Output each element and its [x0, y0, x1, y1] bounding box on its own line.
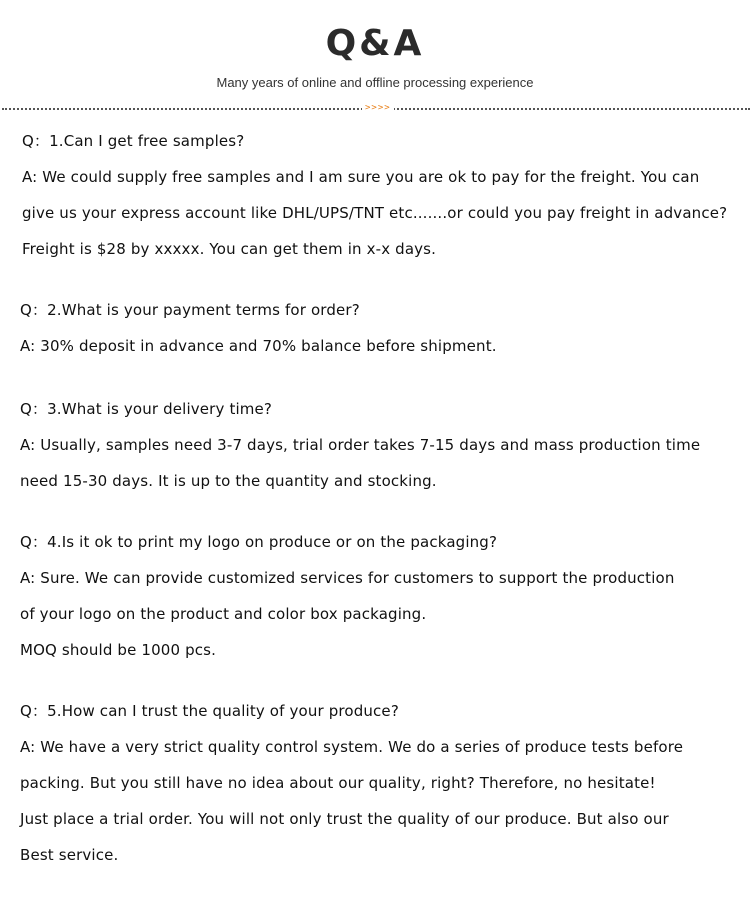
faq-answer-line: Freight is $28 by xxxxx. You can get them in x-x days.	[22, 240, 437, 258]
faq-item-2	[20, 292, 748, 364]
faq-answer-line: A: We could supply free samples and I am sure you are ok to pay for the freight. You can	[22, 168, 700, 186]
faq-question: Q：1.Can I get free samples?	[22, 132, 245, 150]
faq-question: Q：2.What is your payment terms for order?	[20, 301, 360, 319]
faq-answer-line: need 15-30 days. It is up to the quantity and stocking.	[20, 472, 437, 490]
faq-item-1	[22, 123, 750, 267]
section-divider	[2, 102, 750, 114]
divider-arrows: >>>>	[362, 102, 394, 114]
faq-answer-line: A: Usually, samples need 3-7 days, trial order takes 7-15 days and mass production time	[20, 436, 701, 454]
faq-answer-line: Just place a trial order. You will not only trust the quality of our produce. But also our	[20, 810, 669, 828]
faq-answer-line: of your logo on the product and color box packaging.	[20, 605, 427, 623]
faq-answer-line: A: We have a very strict quality control system. We do a series of produce tests before	[20, 738, 684, 756]
faq-item-5	[20, 693, 748, 873]
faq-question: Q：4.Is it ok to print my logo on produce or on the packaging?	[20, 533, 498, 551]
faq-answer-line: A: Sure. We can provide customized services for customers to support the production	[20, 569, 675, 587]
page-subtitle: Many years of online and offline processing experience	[216, 75, 534, 90]
faq-item-4	[20, 524, 748, 668]
faq-item-3	[20, 391, 748, 499]
faq-question: Q：5.How can I trust the quality of your produce?	[20, 702, 399, 720]
faq-answer-line: A: 30% deposit in advance and 70% balance before shipment.	[20, 337, 497, 355]
faq-question: Q：3.What is your delivery time?	[20, 400, 273, 418]
faq-answer-line: Best service.	[20, 846, 119, 864]
faq-answer-line: give us your express account like DHL/UPS/TNT etc.......or could you pay freight in advance?	[22, 204, 728, 222]
page-title: Q&A	[325, 23, 425, 64]
faq-answer-line: MOQ should be 1000 pcs.	[20, 641, 217, 659]
faq-answer-line: packing. But you still have no idea about our quality, right? Therefore, no hesitate!	[20, 774, 656, 792]
